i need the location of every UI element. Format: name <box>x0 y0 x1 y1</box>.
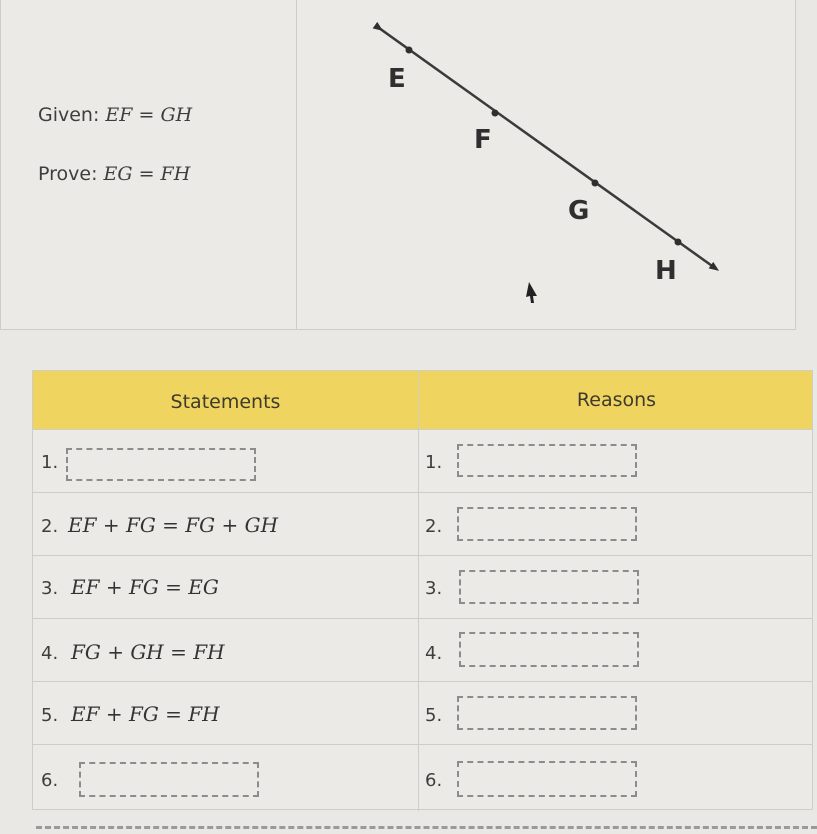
table-row <box>33 744 812 811</box>
statement-number: 4. <box>41 643 59 664</box>
point-f-dot <box>492 110 499 117</box>
point-e-dot <box>406 47 413 54</box>
reason-number: 3. <box>425 578 443 599</box>
table-row <box>33 492 812 555</box>
reasons-header: Reasons <box>576 389 657 411</box>
statement-number: 5. <box>41 705 59 726</box>
given-line <box>38 104 192 126</box>
given-prefix: Given: <box>38 104 100 126</box>
statements-header: Statements <box>170 391 281 413</box>
statement-expression: EF + FG = FH <box>71 702 220 726</box>
statement-blank-box[interactable] <box>66 448 256 481</box>
reason-blank-box[interactable] <box>457 761 637 797</box>
cursor-icon <box>526 282 537 303</box>
reason-number: 5. <box>425 705 443 726</box>
reason-blank-box[interactable] <box>457 507 637 541</box>
statement-blank-box[interactable] <box>79 762 259 797</box>
prove-prefix: Prove: <box>38 163 98 185</box>
reason-number: 6. <box>425 770 443 791</box>
statement-expression: FG + GH = FH <box>71 640 225 664</box>
given-expression: EF = GH <box>105 104 193 126</box>
point-g-label: G <box>568 196 590 226</box>
proof-table <box>32 370 813 810</box>
table-row <box>33 618 812 681</box>
point-e-label: E <box>388 64 406 94</box>
point-f-label: F <box>474 125 492 155</box>
reason-number: 4. <box>425 643 443 664</box>
statement-expression: EF + FG = FG + GH <box>68 513 279 537</box>
reason-blank-box[interactable] <box>459 570 639 604</box>
prove-line <box>38 163 190 185</box>
reason-blank-box[interactable] <box>459 632 639 667</box>
table-row <box>33 429 812 492</box>
prove-expression: EG = FH <box>103 163 191 185</box>
table-row <box>33 555 812 618</box>
statement-expression: EF + FG = EG <box>71 575 219 599</box>
line-figure <box>297 0 796 330</box>
line-segment <box>379 28 715 268</box>
bottom-dashed-edge <box>36 826 817 829</box>
point-h-label: H <box>655 256 677 286</box>
reason-blank-box[interactable] <box>457 444 637 477</box>
reason-blank-box[interactable] <box>457 696 637 730</box>
table-row <box>33 681 812 744</box>
statement-number: 3. <box>41 578 59 599</box>
statement-number: 6. <box>41 770 59 791</box>
reason-number: 2. <box>425 516 443 537</box>
reason-number: 1. <box>425 452 443 473</box>
statement-number: 1. <box>41 452 59 473</box>
table-header <box>33 371 812 429</box>
statement-number: 2. <box>41 516 59 537</box>
point-g-dot <box>592 180 599 187</box>
point-h-dot <box>675 239 682 246</box>
